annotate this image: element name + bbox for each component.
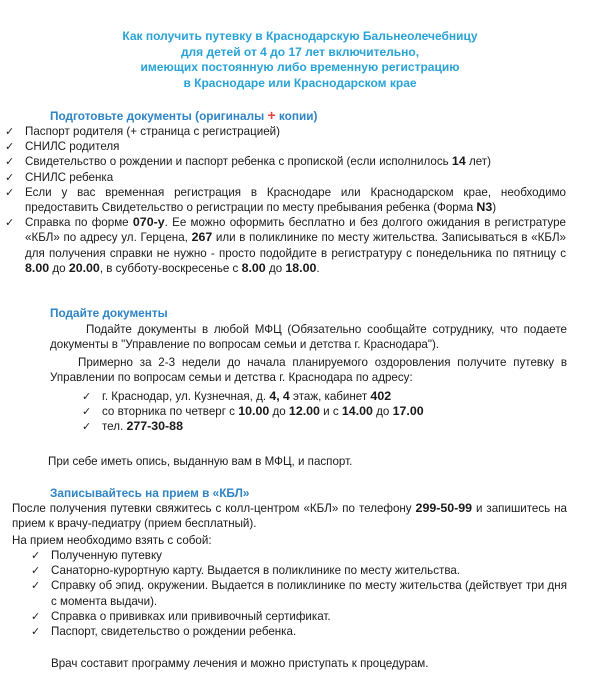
checkmark-icon: ✓ [31,549,41,562]
checkmark-icon: ✓ [31,625,41,639]
checkmark-icon: ✓ [82,390,92,403]
checkmark-icon: ✓ [31,564,41,578]
list-item: ✓ Свидетельство о рождении и паспорт ребенка с пропиской (если исполнилось 14 лет) [5,154,491,169]
list-item: ✓ Справку об эпид. окружении. Выдается в поликлинике по месту жительства (действует три дня с момента выдачи). [31,579,567,608]
title-line-4: в Краснодаре или Краснодарском крае [183,75,417,90]
checkmark-icon: ✓ [31,579,41,593]
list-item: ✓ Паспорт родителя (+ страница с регистрацией) [5,125,280,138]
list-item: ✓ Справка о прививках или прививочный сертификат. [31,609,331,623]
list-item: ✓ Санаторно-курортную карту. Выдается в поликлинике по месту жительства. [31,564,461,578]
list-item: ✓ СНИЛС ребенка [5,170,114,184]
title-line-1: Как получить путевку в Краснодарскую Бальнеолечебницу [122,29,478,43]
list-item: ✓ со вторника по четверг с 10.00 до 12.00 и с 14.00 до 17.00 [82,404,424,419]
list-item: ✓ тел. 277-30-88 [82,419,183,434]
note-paragraph: При себе иметь опись, выданную вам в МФЦ, и паспорт. [48,455,353,468]
submit-paragraph: Подайте документы в любой МФЦ (Обязательно сообщайте сотруднику, что подаете документы в "Управление по вопросам семьи и детства г. Краснодара"). [50,323,567,352]
voucher-paragraph: Примерно за 2-3 недели до начала планируемого оздоровления получите путевку в Управлении по вопросам семьи и детства г. Краснодара по адресу: [50,356,567,385]
bring-items-list [26,548,567,639]
list-item: ✓ Паспорт, свидетельство о рождении ребенка. [31,625,297,639]
checkmark-icon: ✓ [5,216,15,230]
list-item: ✓ Если у вас временная регистрация в Краснодаре или Краснодарском крае, необходимо предоставить Свидетельство о регистрации по месту пребывания ребенка (Форма N3) [5,185,566,215]
checkmark-icon: ✓ [5,125,15,138]
call-center-paragraph: После получения путевки свяжитесь с колл-центром «КБЛ» по телефону 299-50-99 и запишитесь на прием к врачу-педиатру (прием бесплатный). [12,501,567,531]
list-item: ✓ Полученную путевку [31,549,162,562]
checkmark-icon: ✓ [31,609,41,623]
documents-list [0,124,566,276]
closing-paragraph: Врач составит программу лечения и можно приступать к процедурам. [51,657,429,670]
bring-with-paragraph: На прием необходимо взять с собой: [12,534,212,547]
list-item: ✓ СНИЛС родителя [5,140,120,154]
title-line-2: для детей от 4 до 17 лет включительно, [180,44,420,59]
checkmark-icon: ✓ [5,155,15,169]
title-line-3: имеющих постоянную либо временную регистрацию [140,60,460,75]
section-heading-appointment: Записывайтесь на прием в «КБЛ» [50,486,250,500]
plus-icon: + [267,107,276,123]
list-item: ✓ Справка по форме 070-у. Ее можно оформить бесплатно и без долгого ожидания в регистратуре «КБЛ» по адресу ул. Герцена, 267 или в поликлинике по месту жительства. Записываться в «КБЛ» для получения справки не нужно - просто подойдите в регистратуру с понедельника по пятницу с 8.00 до 20.00, в субботу-воскресенье с 8.00 до 18.00. [5,215,567,275]
list-item: ✓ г. Краснодар, ул. Кузнечная, д. 4, 4 этаж, кабинет 402 [82,389,392,403]
checkmark-icon: ✓ [5,185,15,199]
checkmark-icon: ✓ [5,140,15,154]
office-details-list [80,389,424,435]
call-center-phone: 299-50-99 [415,501,473,515]
checkmark-icon: ✓ [82,420,92,434]
checkmark-icon: ✓ [82,405,92,419]
section-heading-documents: Подготовьте документы (оригиналы + копии) [50,107,318,123]
section-heading-submit: Подайте документы [50,306,168,320]
checkmark-icon: ✓ [5,170,15,184]
page-title [40,29,560,91]
